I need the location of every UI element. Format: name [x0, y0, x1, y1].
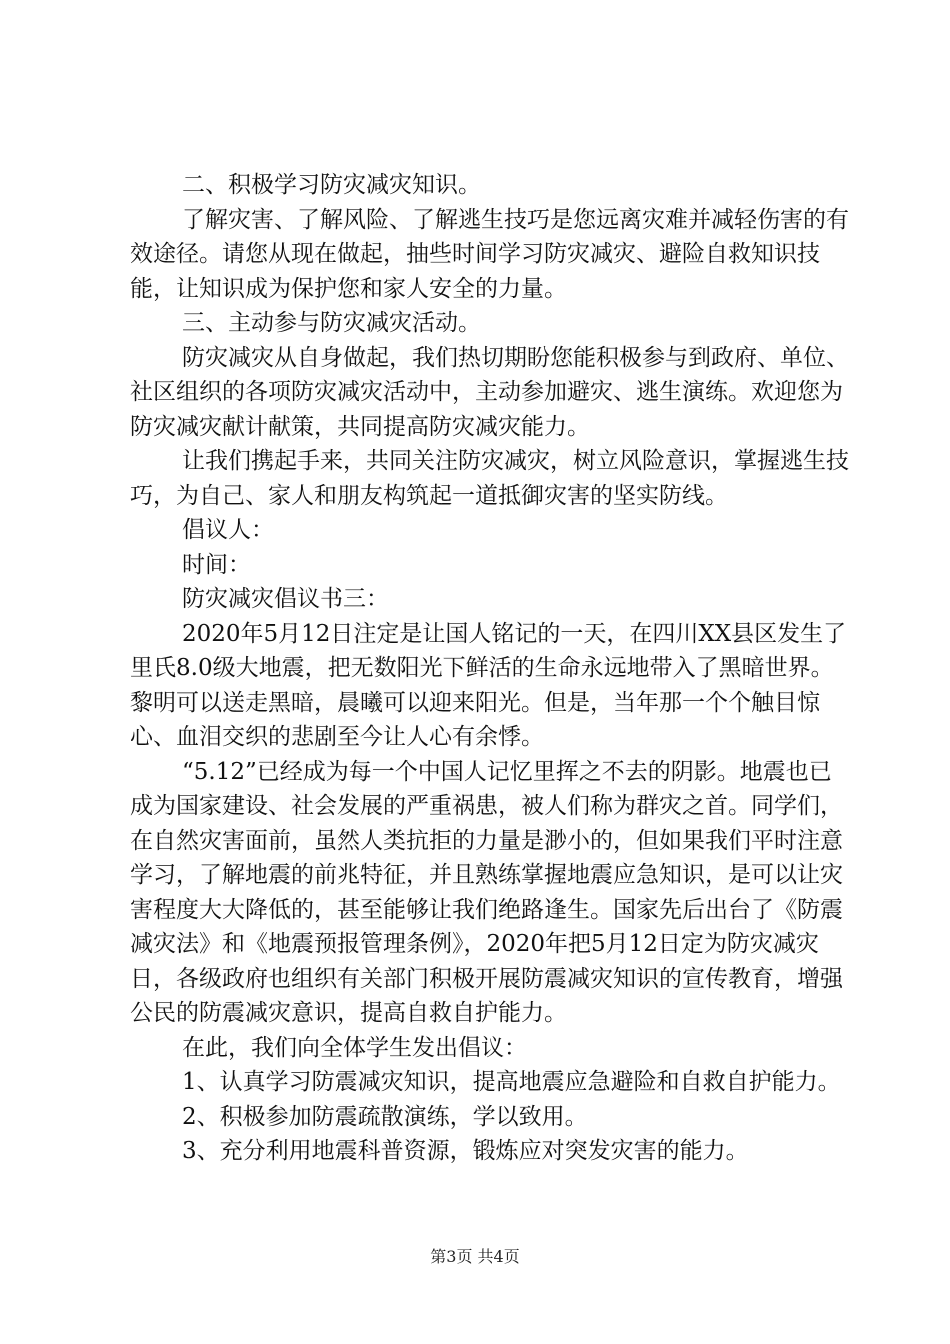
paragraph: 2、积极参加防震疏散演练，学以致用。 — [182, 1103, 588, 1130]
paragraph: 了解灾害、了解风险、了解逃生技巧是您远离灾难并减轻伤害的有效途径。请您从现在做起，抽些时间学习防灾减灾、避险自救知识技能，让知识成为保护您和家人安全的力量。 — [130, 206, 849, 302]
paragraph: 防灾减灾倡议书三： — [182, 586, 389, 612]
paragraph: 让我们携起手来，共同关注防灾减灾，树立风险意识，掌握逃生技巧，为自己、家人和朋友构筑起一道抵御灾害的坚实防线。 — [130, 448, 849, 509]
paragraph: 二、积极学习防灾减灾知识。 — [182, 172, 481, 198]
paragraph: 防灾减灾从自身做起，我们热切期盼您能积极参与到政府、单位、社区组织的各项防灾减灾活动中，主动参加避灾、逃生演练。欢迎您为防灾减灾献计献策，共同提高防灾减灾能力。 — [130, 344, 849, 440]
document-body — [130, 168, 850, 1169]
paragraph: 在此，我们向全体学生发出倡议： — [182, 1034, 527, 1061]
page-number-footer: 第3页 共4页 — [430, 1247, 520, 1266]
paragraph: 2020年5月12日注定是让国人铭记的一天，在四川XX县区发生了里氏8.0级大地震，把无数阳光下鲜活的生命永远地带入了黑暗世界。黎明可以送走黑暗，晨曦可以迎来阳光。但是，当年那一个个触目惊心、血泪交织的悲剧至今让人心有余悸。 — [130, 620, 847, 750]
paragraph: 时间： — [182, 551, 251, 578]
paragraph: 3、充分利用地震科普资源，锻炼应对突发灾害的能力。 — [182, 1138, 749, 1164]
paragraph: 1、认真学习防震减灾知识，提高地震应急避险和自救自护能力。 — [182, 1069, 841, 1095]
paragraph: 倡议人： — [182, 517, 274, 543]
paragraph: “5.12”已经成为每一个中国人记忆里挥之不去的阴影。地震也已成为国家建设、社会发展的严重祸患，被人们称为群灾之首。同学们，在自然灾害面前，虽然人类抗拒的力量是渺小的，但如果我们平时注意学习，了解地震的前兆特征，并且熟练掌握地震应急知识，是可以让灾害程度大大降低的，甚至能够让我们绝路逢生。国家先后出台了《防震减灾法》和《地震预报管理条例》，2020年把5月12日定为防灾减灾日，各级政府也组织有关部门积极开展防震减灾知识的宣传教育，增强公民的防震减灾意识，提高自救自护能力。 — [130, 758, 843, 1026]
paragraph: 三、主动参与防灾减灾活动。 — [182, 310, 481, 336]
